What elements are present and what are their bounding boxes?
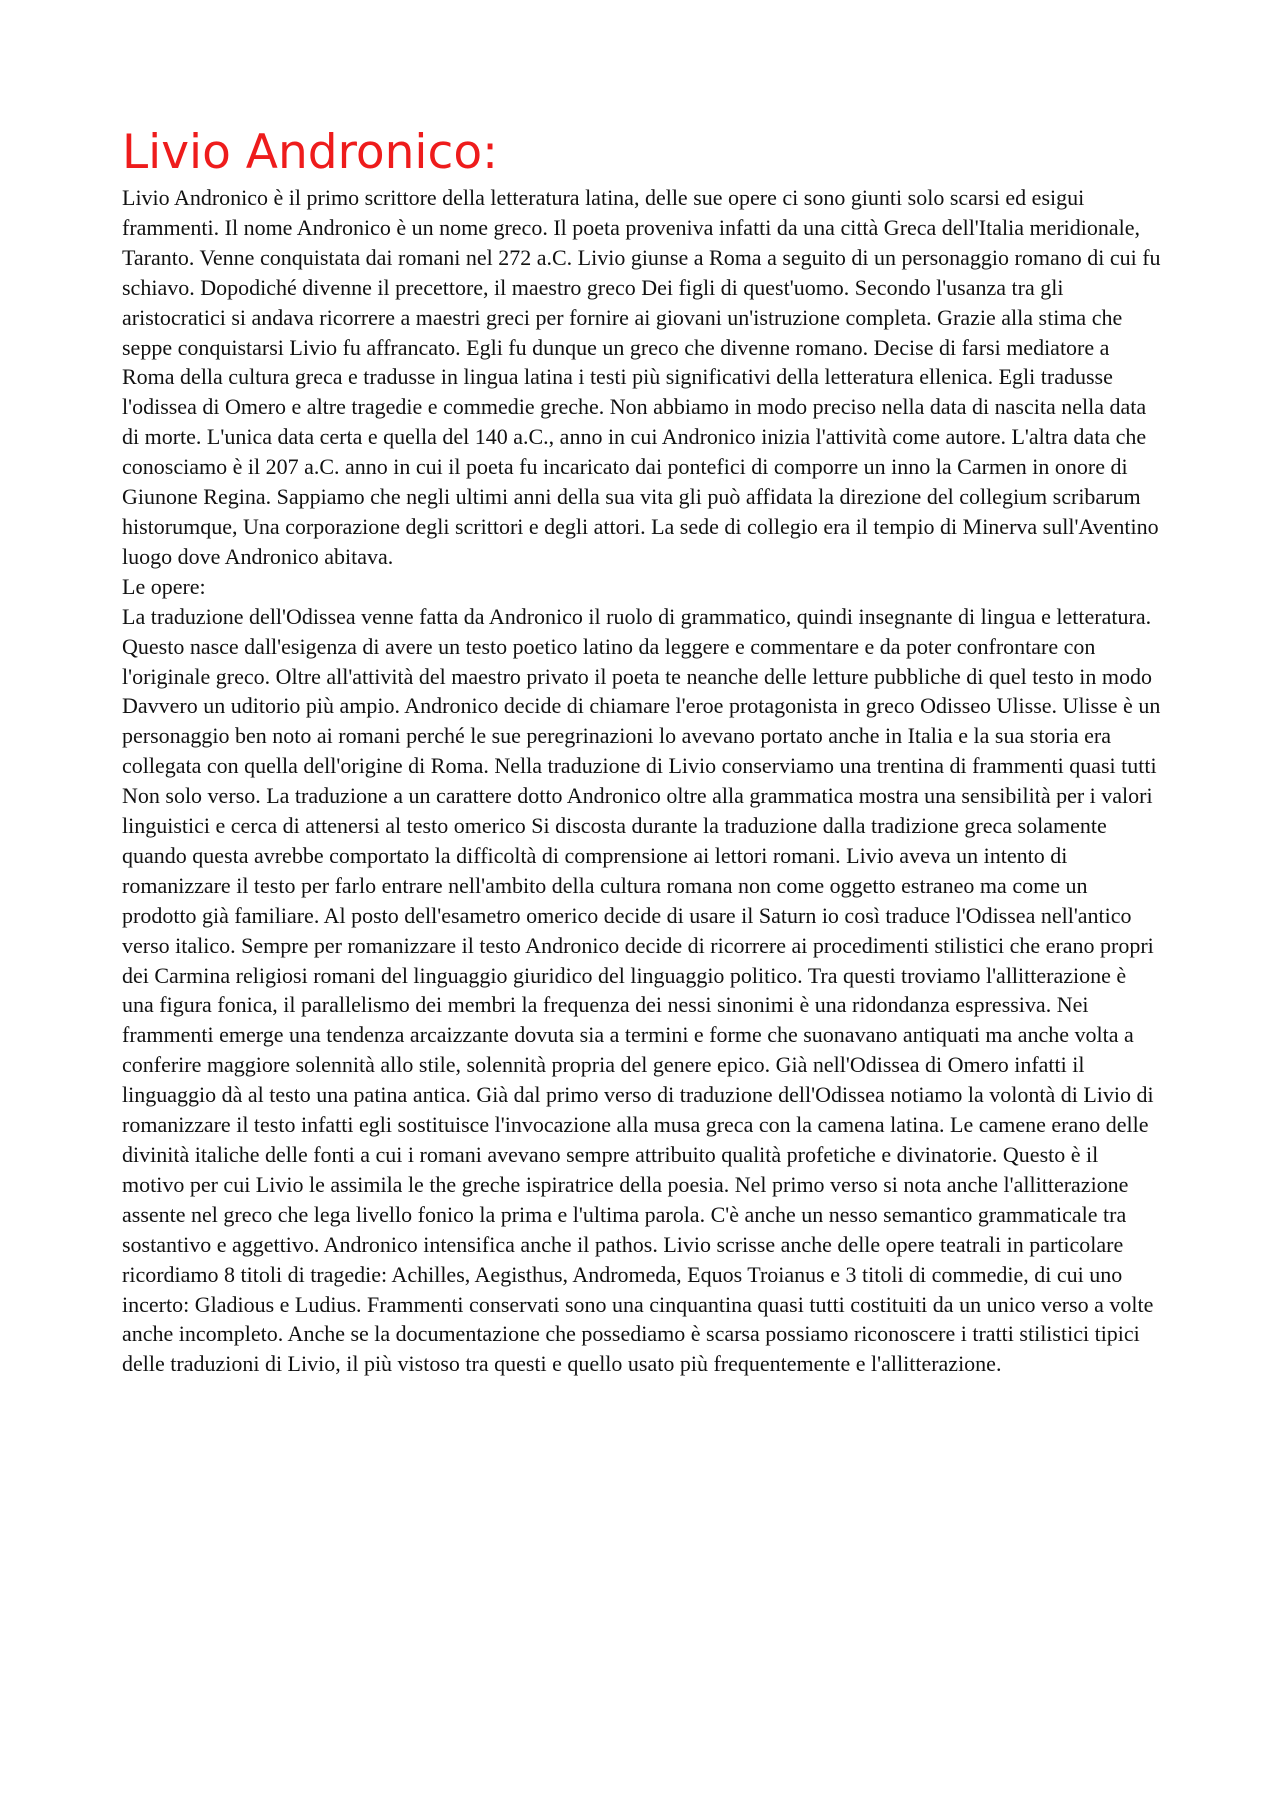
document-title: Livio Andronico: (122, 125, 498, 180)
section-heading-opere: Le opere: (122, 573, 206, 599)
document-page (122, 125, 1162, 1379)
paragraph-opere: La traduzione dell'Odissea venne fatta da Andronico il ruolo di grammatico, quindi insegnante di lingua e letteratura. Questo nasce dall'esigenza di avere un testo poetico latino da leggere e commentare e da poter confrontare con l'originale greco. Oltre all'attività del maestro privato il poeta te neanche delle letture pubbliche di quel testo in modo Davvero un uditorio più ampio. Andronico decide di chiamare l'eroe protagonista in greco Odisseo Ulisse. Ulisse è un personaggio ben noto ai romani perché le sue peregrinazioni lo avevano portato anche in Italia e la sua storia era collegata con quella dell'origine di Roma. Nella traduzione di Livio conserviamo una trentina di frammenti quasi tutti Non solo verso. La traduzione a un carattere dotto Andronico oltre alla grammatica mostra una sensibilità per i valori linguistici e cerca di attenersi al testo omerico Si discosta durante la traduzione dalla tradizione greca solamente quando questa avrebbe comportato la difficoltà di comprensione ai lettori romani. Livio aveva un intento di romanizzare il testo per farlo entrare nell'ambito della cultura romana non come oggetto estraneo ma come un prodotto già familiare. Al posto dell'esametro omerico decide di usare il Saturn io così traduce l'Odissea nell'antico verso italico. Sempre per romanizzare il testo Andronico decide di ricorrere ai procedimenti stilistici che erano propri dei Carmina religiosi romani del linguaggio giuridico del linguaggio politico. Tra questi troviamo l'allitterazione è una figura fonica, il parallelismo dei membri la frequenza dei nessi sinonimi è una ridondanza espressiva. Nei frammenti emerge una tendenza arcaizzante dovuta sia a termini e forme che suonavano antiquati ma anche volta a conferire maggiore solennità allo stile, solennità propria del genere epico. Già nell'Odissea di Omero infatti il linguaggio dà al testo una patina antica. Già dal primo verso di traduzione dell'Odissea notiamo la volontà di Livio di romanizzare il testo infatti egli sostituisce l'invocazione alla musa greca con la camena latina. Le camene erano delle divinità italiche delle fonti a cui i romani avevano sempre attribuito qualità profetiche e divinatorie. Questo è il motivo per cui Livio le assimila le the greche ispiratrice della poesia. Nel primo verso si nota anche l'allitterazione assente nel greco che lega livello fonico la prima e l'ultima parola. C'è anche un nesso semantico grammaticale tra sostantivo e aggettivo. Andronico intensifica anche il pathos. Livio scrisse anche delle opere teatrali in particolare ricordiamo 8 titoli di tragedie: Achilles, Aegisthus, Andromeda, Equos Troianus e 3 titoli di commedie, di cui uno incerto: Gladious e Ludius. Frammenti conservati sono una cinquantina quasi tutti costituiti da un unico verso a volte anche incompleto. Anche se la documentazione che possediamo è scarsa possiamo riconoscere i tratti stilistici tipici delle traduzioni di Livio, il più vistoso tra questi e quello usato più frequentemente e l'allitterazione. (122, 603, 1161, 1377)
paragraph-biography: Livio Andronico è il primo scrittore della letteratura latina, delle sue opere ci sono giunti solo scarsi ed esigui frammenti. Il nome Andronico è un nome greco. Il poeta proveniva infatti da una città Greca dell'Italia meridionale, Taranto. Venne conquistata dai romani nel 272 a.C. Livio giunse a Roma a seguito di un personaggio romano di cui fu schiavo. Dopodiché divenne il precettore, il maestro greco Dei figli di quest'uomo. Secondo l'usanza tra gli aristocratici si andava ricorrere a maestri greci per fornire ai giovani un'istruzione completa. Grazie alla stima che seppe conquistarsi Livio fu affrancato. Egli fu dunque un greco che divenne romano. Decise di farsi mediatore a Roma della cultura greca e tradusse in lingua latina i testi più significativi della letteratura ellenica. Egli tradusse l'odissea di Omero e altre tragedie e commedie greche. Non abbiamo in modo preciso nella data di nascita nella data di morte. L'unica data certa e quella del 140 a.C., anno in cui Andronico inizia l'attività come autore. L'altra data che conosciamo è il 207 a.C. anno in cui il poeta fu incaricato dai pontefici di comporre un inno la Carmen in onore di Giunone Regina. Sappiamo che negli ultimi anni della sua vita gli può affidata la direzione del collegium scribarum historumque, Una corporazione degli scrittori e degli attori. La sede di collegio era il tempio di Minerva sull'Aventino luogo dove Andronico abitava. (122, 185, 1161, 569)
